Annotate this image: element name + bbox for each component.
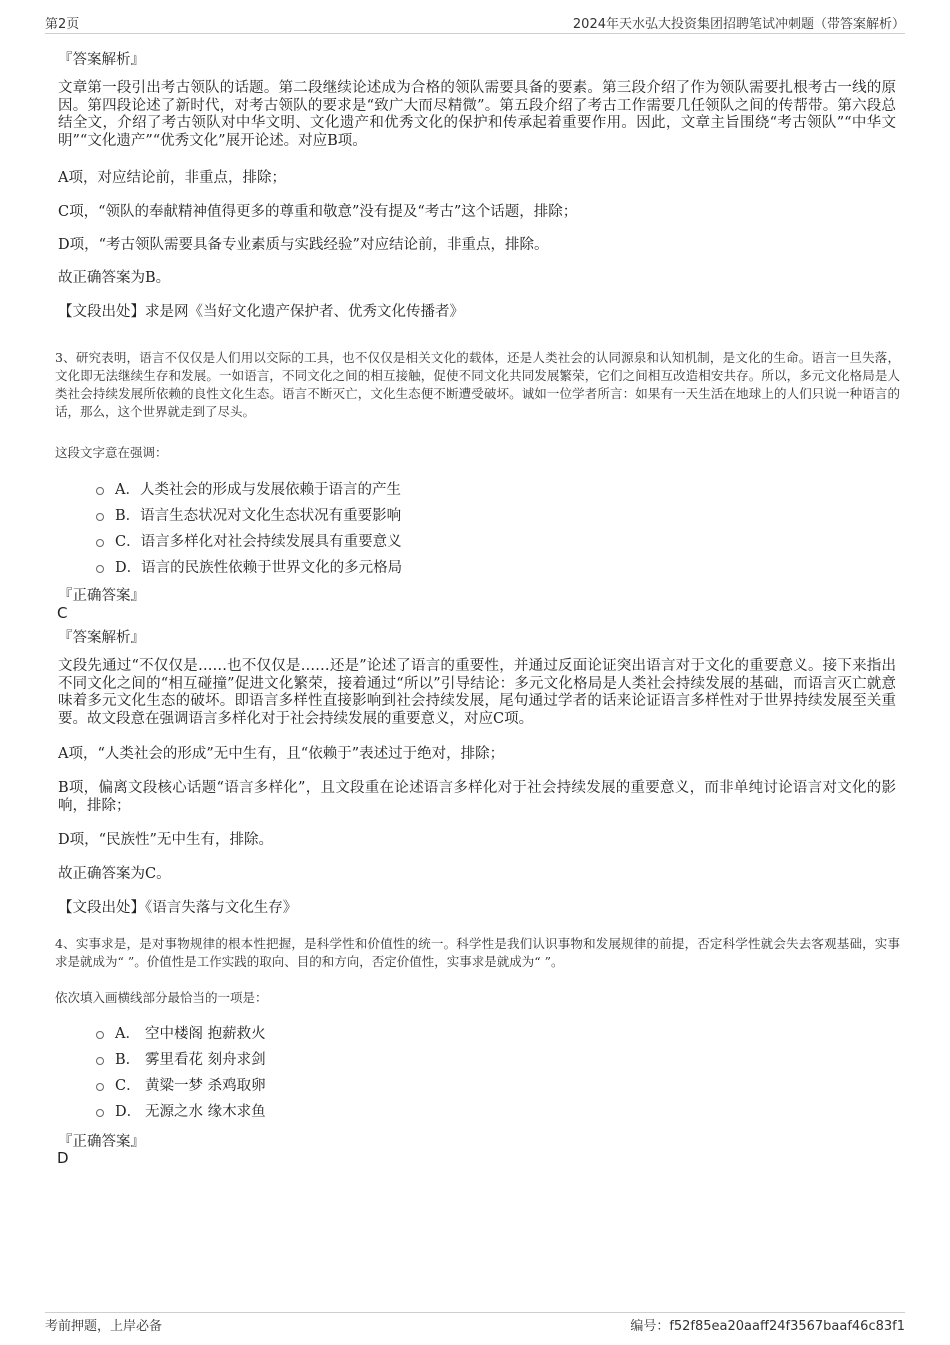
q3-answer-label: 『正确答案』 [58, 588, 145, 604]
q3-point-a: A项，“人类社会的形成”无中生有，且“依赖于”表述过于绝对，排除； [58, 746, 505, 762]
option-letter: D． [115, 559, 142, 576]
q3-conclusion: 故正确答案为C。 [58, 866, 171, 882]
option-text: 人类社会的形成与发展依赖于语言的产生 [139, 481, 401, 498]
q3-analysis-label: 『答案解析』 [58, 630, 145, 646]
q4-answer-label: 『正确答案』 [58, 1134, 145, 1150]
page-number: 第2页 [45, 17, 80, 32]
q2-source: 【文段出处】求是网《当好文化遗产保护者、优秀文化传播者》 [58, 304, 464, 320]
q4-prompt: 依次填入画横线部分最恰当的一项是： [55, 990, 268, 1005]
option-text: 黄粱一梦 杀鸡取卵 [145, 1077, 266, 1094]
q3-point-d: D项，“民族性”无中生有，排除。 [58, 832, 273, 848]
q4-stem: 4、实事求是，是对事物规律的根本性把握，是科学性和价值性的统一。科学性是我们认识事物和发展规律的前提，否定科学性就会失去客观基础，实事求是就成为“ ”。价值性是工作实践的取向、目的和方向，否定价值性，实事求是就成为“ ”。 [55, 936, 900, 969]
q4-option-b[interactable] [96, 1047, 266, 1069]
radio-icon[interactable] [96, 513, 104, 521]
q3-option-a[interactable] [96, 477, 401, 499]
option-letter: C． [115, 533, 141, 550]
radio-icon[interactable] [96, 1083, 104, 1091]
option-text: 语言的民族性依赖于世界文化的多元格局 [141, 559, 403, 576]
footer-slogan: 考前押题，上岸必备 [45, 1319, 163, 1334]
radio-icon[interactable] [96, 565, 104, 573]
option-letter: C． [115, 1077, 141, 1094]
option-letter: B． [115, 507, 141, 524]
q3-option-d[interactable] [96, 555, 402, 577]
q2-point-c: C项，“领队的奉献精神值得更多的尊重和敬意”没有提及“考古”这个话题，排除； [58, 204, 578, 220]
option-text: 雾里看花 刻舟求剑 [145, 1051, 266, 1068]
radio-icon[interactable] [96, 1109, 104, 1117]
q3-option-c[interactable] [96, 529, 402, 551]
q2-analysis-label: 『答案解析』 [58, 52, 145, 68]
option-text: 空中楼阁 抱薪救火 [145, 1025, 266, 1042]
header-divider [45, 33, 905, 34]
option-letter: B． [115, 1051, 141, 1068]
q3-source: 【文段出处】《语言失落与文化生存》 [58, 900, 298, 916]
q4-option-c[interactable] [96, 1073, 266, 1095]
option-letter: A． [115, 481, 140, 498]
option-text: 语言生态状况对文化生态状况有重要影响 [140, 507, 402, 524]
q2-analysis-text: 文章第一段引出考古领队的话题。第二段继续论述成为合格的领队需要具备的要素。第三段介绍了作为领队需要扎根考古一线的原因。第四段论述了新时代，对考古领队的要求是“致广大而尽精微”。第五段介绍了考古工作需要几任领队之间的传帮带。第六段总结全文，介绍了考古领队对中华文明、文化遗产和优秀文化的保护和传承起着重要作用。因此，文章主旨围绕“考古领队”“中华文明”“文化遗产”“优秀文化”展开论述。对应B项。 [58, 80, 896, 149]
option-text: 无源之水 缘木求鱼 [145, 1103, 266, 1120]
q3-stem: 3、研究表明，语言不仅仅是人们用以交际的工具，也不仅仅是相关文化的载体，还是人类社会的认同源泉和认知机制，是文化的生命。语言一旦失落，文化即无法继续生存和发展。一如语言，不同文化之间的相互接触，促使不同文化共同发展繁荣，它们之间相互改造相安共存。所以，多元文化格局是人类社会持续发展所依赖的良性文化生态。语言不断灭亡，文化生态便不断遭受破坏。诚如一位学者所言：如果有一天生活在地球上的人们只说一种语言的话，那么，这个世界就走到了尽头。 [55, 350, 900, 419]
document-title: 2024年天水弘大投资集团招聘笔试冲刺题（带答案解析） [572, 17, 905, 32]
option-text: 语言多样化对社会持续发展具有重要意义 [140, 533, 402, 550]
option-letter: A． [115, 1025, 140, 1042]
q4-option-a[interactable] [96, 1021, 266, 1043]
radio-icon[interactable] [96, 1057, 104, 1065]
q3-answer: C [57, 604, 68, 622]
q2-conclusion: 故正确答案为B。 [58, 270, 171, 286]
footer-serial: 编号：f52f85ea20aaff24f3567baaf46c83f1 [630, 1319, 905, 1334]
option-letter: D． [115, 1103, 142, 1120]
q4-answer: D [57, 1149, 69, 1167]
footer-divider [45, 1312, 905, 1313]
radio-icon[interactable] [96, 539, 104, 547]
q3-prompt: 这段文字意在强调： [55, 445, 168, 460]
radio-icon[interactable] [96, 1031, 104, 1039]
q3-option-b[interactable] [96, 503, 401, 525]
q3-analysis-text: 文段先通过“不仅仅是……也不仅仅是……还是”论述了语言的重要性，并通过反面论证突出语言对于文化的重要意义。接下来指出不同文化之间的“相互碰撞”促进文化繁荣，接着通过“所以”引导结论：多元文化格局是人类社会持续发展的基础，而语言灭亡就意味着多元文化生态的破坏。即语言多样性直接影响到社会持续发展，尾句通过学者的话来论证语言多样性对于世界持续发展至关重要。故文段意在强调语言多样化对于社会持续发展的重要意义，对应C项。 [58, 658, 896, 727]
q4-option-d[interactable] [96, 1099, 266, 1121]
q3-point-b: B项，偏离文段核心话题“语言多样化”，且文段重在论述语言多样化对于社会持续发展的重要意义，而非单纯讨论语言对文化的影响，排除； [58, 780, 896, 814]
radio-icon[interactable] [96, 487, 104, 495]
q2-point-d: D项，“考古领队需要具备专业素质与实践经验”对应结论前，非重点，排除。 [58, 237, 549, 253]
q2-point-a: A项，对应结论前，非重点，排除； [58, 170, 286, 186]
